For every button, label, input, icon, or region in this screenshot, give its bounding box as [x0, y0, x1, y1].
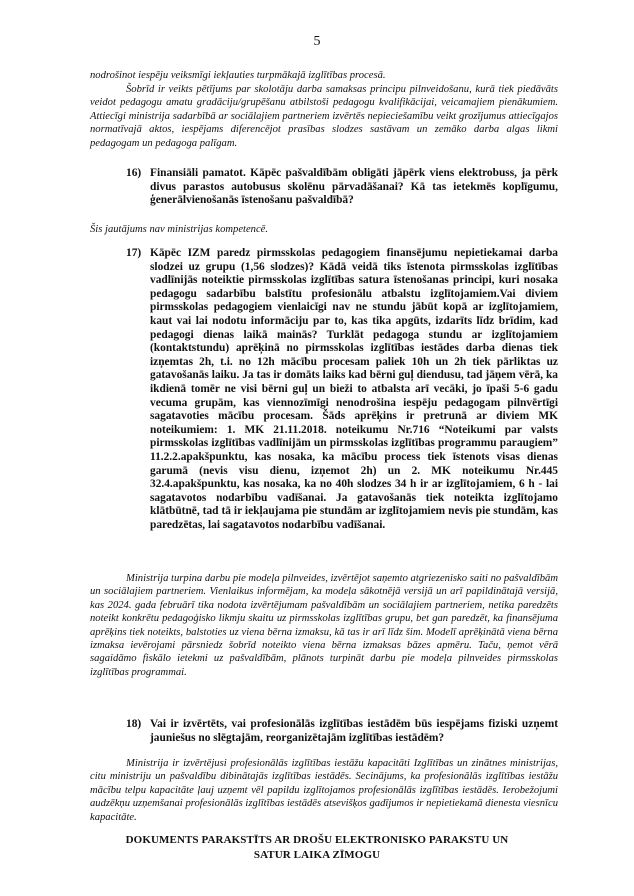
- question-18-number: 18): [126, 718, 142, 730]
- footer-line-1: DOKUMENTS PARAKSTĪTS AR DROŠU ELEKTRONISKO PARAKSTU UN: [125, 834, 509, 846]
- question-17-number: 17): [126, 247, 142, 259]
- question-16-number: 16): [126, 167, 142, 179]
- answer-17: Ministrija turpina darbu pie modeļa pilnveides, izvērtējot saņemto atgriezenisko saiti no pašvaldībām un sociālajiem partneriem. Vienlaikus informējam, ka modeļa sākotnējā versijā un arī papildinātajā versijā, kas 2024. gada februārī tika nodota izvērtējumam pašvaldībām un sociālajiem partneriem, netika paredzēts noteikt konkrētu pedagoģisko likmju skaitu uz pirmsskolas izglītības grupu, bet gan paredzēt, ka finansējuma aprēķins tiek noteikts, balstoties uz viena bērna izmaksu, kā tas ir arī līdz šim. Modelī aprēķinātā viena bērna izmaksa ievērojami pārsniedz šobrīd noteikto viena bērna izmaksas bāzes apmēru. Taču, ņemot vērā sagaidāmo fiskālo ietekmi uz pašvaldībām, plānots turpināt darbu pie modeļa pilnveides pirmsskolas izglītības programmai.: [90, 573, 558, 678]
- intro-line: nodrošinot iespēju veiksmīgi iekļauties turpmākajā izglītības procesā.: [90, 70, 386, 81]
- answer-16: Šis jautājums nav ministrijas kompetencē.: [90, 224, 269, 235]
- question-16-text: Finansiāli pamatot. Kāpēc pašvaldībām obligāti jāpērk viens elektrobuss, ja pērk divus parastos autobusus skolēnu pārvadāšanai? Kā tas ietekmēs koplīgumu, ģenerālvienošanās īstenošanu pašvaldībā?: [150, 167, 558, 207]
- question-18-text: Vai ir izvērtēts, vai profesionālās izglītības iestādēm būs iespējams fiziski uzņemt jauniešus no slēgtajām, reorganizētajām izglītības iestādēm?: [150, 718, 558, 744]
- page-number: 5: [313, 34, 321, 49]
- answer-18: Ministrija ir izvērtējusi profesionālās izglītības iestāžu kapacitāti Izglītības un zinātnes ministrijas, citu ministriju un pašvaldību dibinātajās izglītības iestādēs. Secinājums, ka profesionālās izglītības iestāžu mācību telpu kapacitāte ļauj uzņemt vēl papildu izglītojamos profesionālās izglītības iestādēs. Ierobežojumi audzēkņu uzņemšanai profesionālās izglītības iestādēs atsevišķos gadījumos ir nepietiekamā dienesta viesnīcu kapacitāte.: [90, 758, 558, 823]
- footer-line-2: SATUR LAIKA ZĪMOGU: [253, 849, 381, 861]
- signature-footer: [60, 833, 574, 863]
- intro-paragraph: Šobrīd ir veikts pētījums par skolotāju darba samaksas principu pilnveidošanu, kurā tiek piedāvāts veidot pedagogu amatu gradāciju/grupēšanu atbilstoši pedagogu kvalifikācijai, veicamajiem pienākumiem. Attiecīgi ministrija sadarbībā ar sociālajiem partneriem izvērtēs nepieciešamību veikt grozījumus attiecīgajos normatīvajā aktos, iespējams diferencējot prasības slodzes sastāvam un zemāko darba algas likmi pedagogam un pedagoga palīgam.: [90, 84, 558, 149]
- question-17-text: Kāpēc IZM paredz pirmsskolas pedagogiem finansējumu nepietiekamai darba slodzei uz grupu (1,56 slodzes)? Kādā veidā tiks īstenota pirmsskolas izglītības vadlīnijās noteiktie pirmsskolas izglītības satura īstenošanas principi, kuri nosaka pedagogu sadarbību balstītu profesionālu atbalstu izglītojamiem.Vai diviem pirmsskolas pedagogiem vienlaicīgi nav ne stundu jābūt kopā ar izglītojamiem, kaut vai lai nodotu informāciju par to, kas tika apgūts, izdarīts līdz brīdim, kad pedagogi dienas laikā mainās? Turklāt pedagoga stundu ar izglītojamiem (kontaktstundu) aprēķinā no pirmsskolas izglītības iestādes darba dienas tiek izņemtas 2h, t.i. no 12h mācību procesam paliek 10h un 2h tiek pārliktas uz gatavošanās laiku. Ja tas ir domāts laiks kad bērni guļ diendusu, tad jāņem vērā, ka ikdienā tomēr ne visi bērni guļ un bieži to atbalsta arī vecāki, jo īpaši 5-6 gadu vecuma grupām, kas viennozīmīgi nenodrošina iespēju pedagogam pilnvērtīgi sagatavoties mācību procesam. Šāds aprēķins ir pretrunā ar diviem MK noteikumiem: 1. MK 21.11.2018. noteikumu Nr.716 “Noteikumi par valsts pirmsskolas izglītības vadlīnijām un pirmsskolas izglītības programmu paraugiem” 11.2.2.apakšpunktu, kas nosaka, ka mācību process tiek īstenots visas dienas garumā (nevis visu dienu, izņemot 2h) un 2. MK noteikumu Nr.445 32.4.apakšpunktu, kas nosaka, ka no 40h slodzes 34 h ir ar izglītojamiem, 6 h - lai sagatavotos nodarbību vadīšanai. Ja gatavošanās tiek noteikta izglītojamo klātbūtnē, tad tā ir iekļaujama pie stundām ar izglītojamiem nevis pie stundām, kas paredzētas, lai sagatavotos nodarbību vadīšanai.: [150, 247, 558, 531]
